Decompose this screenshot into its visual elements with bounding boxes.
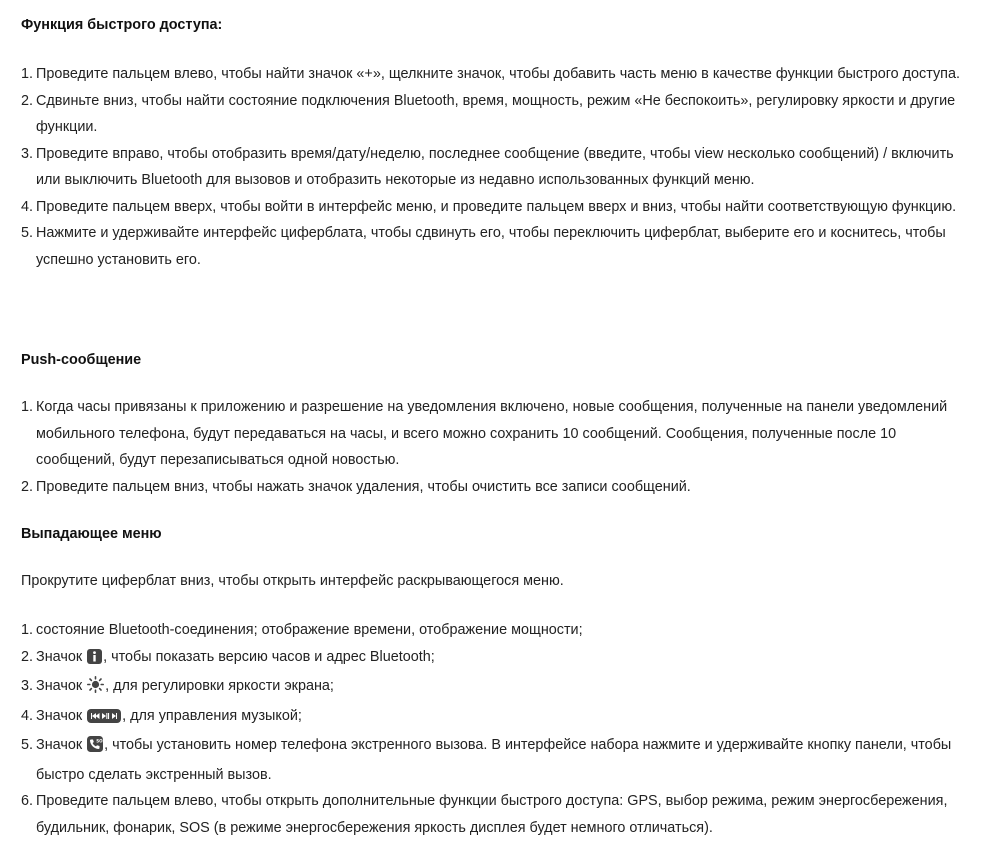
item-number: 6.	[21, 793, 34, 809]
list-item	[21, 194, 971, 221]
push-heading: Push-сообщение	[21, 352, 142, 368]
item-text: Проведите пальцем вверх, чтобы войти в интерфейс меню, и проведите пальцем вверх и вниз, чтобы найти соответствующую функцию.	[36, 198, 957, 215]
push-list	[21, 394, 971, 500]
item-suffix: , для регулировки яркости экрана;	[105, 678, 334, 694]
item-text: Проведите пальцем вниз, чтобы нажать значок удаления, чтобы очистить все записи сообщений.	[36, 478, 691, 495]
item-number: 5.	[21, 737, 34, 753]
list-item	[21, 617, 971, 644]
item-prefix: Значок	[36, 648, 83, 665]
item-number: 2.	[21, 478, 34, 495]
item-suffix: , для управления музыкой;	[122, 707, 302, 724]
item-number: 4.	[21, 198, 34, 215]
item-text: Проведите вправо, чтобы отобразить время/дату/неделю, последнее сообщение (введите, чтобы view несколько сообщений) / включить или выключить Bluetooth для вызовов и отобразить некоторые из недавно использованных функций меню.	[36, 145, 954, 188]
list-item	[21, 732, 971, 788]
list-item	[21, 61, 971, 88]
item-prefix: Значок	[36, 678, 83, 694]
item-number: 1.	[21, 399, 34, 415]
dropdown-intro: Прокрутите циферблат вниз, чтобы открыть интерфейс раскрывающегося меню.	[21, 573, 564, 589]
item-number: 3.	[21, 145, 34, 162]
list-item	[21, 703, 971, 733]
item-text: Сдвиньте вниз, чтобы найти состояние подключения Bluetooth, время, мощность, режим «Не беспокоить», регулировку яркости и другие функции.	[36, 92, 956, 135]
item-text: Нажмите и удерживайте интерфейс циферблата, чтобы сдвинуть его, чтобы переключить циферблат, выберите его и коснитесь, чтобы успешно установить его.	[36, 225, 946, 268]
list-item	[21, 220, 971, 273]
item-number: 5.	[21, 225, 34, 241]
quick-access-heading: Функция быстрого доступа:	[21, 17, 223, 33]
item-number: 2.	[21, 648, 34, 665]
item-number: 3.	[21, 678, 34, 694]
svg-text:SOS: SOS	[96, 738, 106, 744]
dropdown-list	[21, 617, 971, 841]
item-number: 1.	[21, 622, 34, 638]
music-controls-icon	[87, 706, 121, 733]
item-text: состояние Bluetooth-соединения; отображение времени, отображение мощности;	[36, 622, 583, 638]
item-number: 4.	[21, 707, 34, 724]
item-text: Проведите пальцем влево, чтобы открыть дополнительные функции быстрого доступа: GPS, выбор режима, режим энергосбережения, будильник, фонарик, SOS (в режиме энергосбережения яркость дисплея будет немного отличаться).	[36, 793, 948, 836]
item-number: 1.	[21, 66, 34, 82]
info-icon	[87, 647, 102, 674]
list-item	[21, 394, 971, 474]
item-text: Когда часы привязаны к приложению и разрешение на уведомления включено, новые сообщения, полученные на панели уведомлений мобильного телефона, будут передаваться на часы, и всего можно сохранить 10 сообщений. Сообщения, полученные после 10 сообщений, будут перезаписываться одной новостью.	[36, 399, 948, 468]
item-prefix: Значок	[36, 737, 83, 753]
item-number: 2.	[21, 92, 34, 109]
item-text: Проведите пальцем влево, чтобы найти значок «+», щелкните значок, чтобы добавить часть меню в качестве функции быстрого доступа.	[36, 66, 960, 82]
brightness-sun-icon	[87, 676, 104, 703]
list-item	[21, 673, 971, 703]
list-item	[21, 88, 971, 141]
item-suffix: , чтобы установить номер телефона экстренного вызова. В интерфейсе набора нажмите и удерживайте кнопку панели, чтобы быстро сделать экстренный вызов.	[36, 737, 952, 783]
list-item	[21, 474, 971, 501]
list-item	[21, 788, 971, 841]
sos-phone-icon	[87, 735, 106, 762]
dropdown-heading: Выпадающее меню	[21, 526, 162, 542]
list-item	[21, 644, 971, 674]
quick-access-list	[21, 61, 971, 273]
item-suffix: , чтобы показать версию часов и адрес Bluetooth;	[103, 648, 435, 665]
item-prefix: Значок	[36, 707, 83, 724]
list-item	[21, 141, 971, 194]
